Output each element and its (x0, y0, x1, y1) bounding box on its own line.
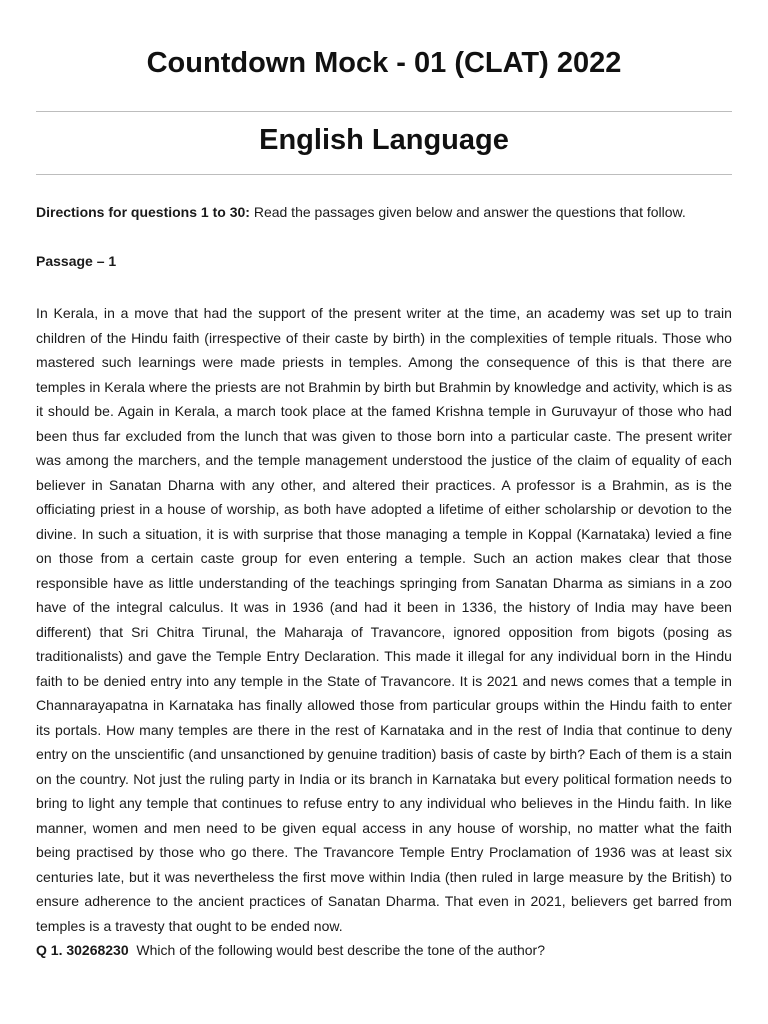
question-text: Which of the following would best describe the tone of the author? (128, 942, 546, 958)
document-title: Countdown Mock - 01 (CLAT) 2022 (146, 47, 622, 79)
question-number: Q 1. 30268230 (36, 942, 129, 958)
directions-text: Read the passages given below and answer the questions that follow. (249, 204, 686, 220)
directions-paragraph (36, 202, 732, 222)
directions-label: Directions for questions 1 to 30: (36, 204, 250, 220)
passage-body: In Kerala, in a move that had the support of the present writer at the time, an academy was set up to train children of the Hindu faith (irrespective of their caste by birth) in the complexities of temple rituals. Those who mastered such learnings were made priests in temples. Among the consequence of this is that there are temples in Kerala where the priests are not Brahmin by birth but Brahmin by knowledge and activity, which is as it should be. Again in Kerala, a march took place at the famed Krishna temple in Guruvayur of those who had been thus far excluded from the lunch that was given to those born into a particular caste. The present writer was among the marchers, and the temple management understood the justice of the claim of equality of each believer in Sanatan Dharna with any other, and altered their practices. A professor is a Brahmin, as is the officiating priest in a house of worship, as both have adopted a lifetime of either scholarship or devotion to the divine. In such a situation, it is with surprise that those managing a temple in Koppal (Karnataka) levied a fine on those from a certain caste group for even entering a temple. Such an action makes clear that those responsible have as little understanding of the teachings springing from Sanatan Dharma as simians in a zoo have of the integral calculus. It was in 1936 (and had it been in 1336, the history of India may have been different) that Sri Chitra Tirunal, the Maharaja of Travancore, ignored opposition from bigots (posing as traditionalists) and gave the Temple Entry Declaration. This made it illegal for any individual born in the Hindu faith to be denied entry into any temple in the State of Travancore. It is 2021 and news comes that a temple in Channarayapatna in Karnataka has finally allowed those from particular groups within the Hindu faith to enter its portals. How many temples are there in the rest of Karnataka and in the rest of India that continue to deny entry on the unscientific (and unsanctioned by genuine tradition) basis of caste by birth? Each of them is a stain on the country. Not just the ruling party in India or its branch in Karnataka but every political formation needs to bring to light any temple that continues to refuse entry to any individual who believes in the Hindu faith. In like manner, women and men need to be given equal access in any house of worship, no matter what the faith being practised by those who go there. The Travancore Temple Entry Proclamation of 1936 was at least six centuries late, but it was nevertheless the first move within India (then ruled in large measure by the British) to ensure adherence to the ancient practices of Sanatan Dharma. That even in 2021, believers get barred from temples is a travesty that ought to be ended now. (36, 305, 732, 934)
section-divider (36, 174, 732, 175)
passage-label: Passage – 1 (36, 253, 117, 269)
section-title: English Language (259, 124, 509, 156)
question-1 (36, 938, 732, 962)
